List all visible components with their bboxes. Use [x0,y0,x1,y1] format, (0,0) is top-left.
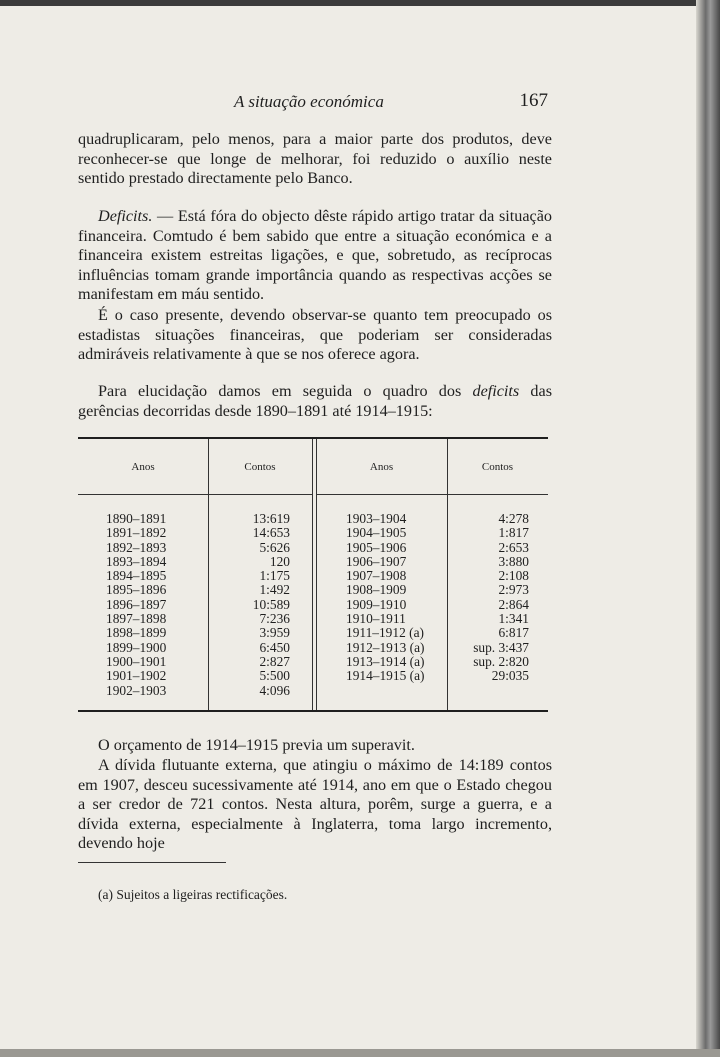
page-top-edge [0,0,720,6]
year-cell: 1911–1912 (a) [346,625,424,641]
value-cell: 5:500 [259,668,290,684]
paragraph-deficits [78,207,552,305]
deficits-heading: Deficits. [98,207,153,225]
year-cell: 1905–1906 [346,539,407,555]
deficits-table [78,437,548,713]
table-column-divider [312,439,313,710]
year-cell: 1896–1897 [106,596,167,612]
paragraph-1: quadruplicaram, pelo menos, para a maior parte dos produtos, deve reconhecer-se que longe de melhorar, foi reduzido o auxílio neste sentido prestado directamente pelo Banco. [78,130,552,188]
page-number: 167 [519,90,548,111]
value-cell: 14:653 [252,525,290,541]
value-cell: 4:278 [498,511,529,526]
left-values-column [208,512,290,698]
value-cell: 1:492 [259,582,290,598]
value-cell: 5:626 [259,539,290,555]
value-cell: 7:236 [259,611,290,627]
paragraph-5: O orçamento de 1914–1915 previa um superavit. [98,736,415,754]
year-cell: 1906–1907 [346,553,407,569]
value-cell: 2:864 [498,596,529,612]
year-cell: 1892–1893 [106,539,167,555]
running-title: A situação económica [234,92,384,111]
year-cell: 1909–1910 [346,596,407,612]
paragraph-4-end: das gerências decorridas desde 1890–1891 até 1914–1915: [78,382,552,420]
year-cell: 1897–1898 [106,611,167,627]
year-cell: 1914–1915 (a) [346,668,425,684]
paragraph-4-start: Para elucidação damos em seguida o quadro dos [98,382,473,400]
year-cell: 1903–1904 [346,511,407,526]
year-cell: 1908–1909 [346,582,407,598]
value-cell: 120 [269,553,290,569]
year-cell: 1890–1891 [106,511,167,526]
value-cell: 13:619 [252,511,290,526]
year-cell: 1895–1896 [106,582,167,598]
header-anos-right: Anos [369,461,394,473]
value-cell: 1:341 [498,611,529,627]
value-cell: 6:817 [498,625,529,641]
value-cell: 2:973 [498,582,529,598]
year-cell: 1907–1908 [346,568,407,584]
footnote: (a) Sujeitos a ligeiras rectificações. [98,887,288,902]
table-column-divider [316,439,317,710]
value-cell: sup. 2:820 [473,653,529,669]
value-cell: 4:096 [259,682,290,698]
value-cell: 1:817 [498,525,529,541]
deficits-text: — Está fóra do objecto dêste rápido artigo tratar da situação financeira. Comtudo é bem sabido que entre a situação económica e a financeira existem estreitas ligações, e que, sobretudo, as recíprocas influências tomam grande importância quando as respectivas acções se manifestam em máu sentido. [78,207,552,304]
paragraph-4-emphasis: deficits [472,382,520,400]
table-header-rule-left [78,494,312,495]
value-cell: 2:653 [498,539,529,555]
year-cell: 1898–1899 [106,625,167,641]
value-cell: 6:450 [259,639,290,655]
page-binding-edge [696,0,720,1057]
year-cell: 1899–1900 [106,639,167,655]
year-cell: 1894–1895 [106,568,167,584]
value-cell: 10:589 [252,596,290,612]
value-cell: 3:880 [498,553,529,569]
year-cell: 1902–1903 [106,682,167,698]
value-cell: 29:035 [491,668,529,684]
paragraph-4 [78,382,552,421]
table-bottom-rule [78,710,548,712]
right-years-column [346,512,446,684]
year-cell: 1901–1902 [106,668,167,684]
table-header-rule-right [316,494,548,495]
year-cell: 1904–1905 [346,525,407,541]
right-values-column [447,512,529,684]
year-cell: 1891–1892 [106,525,167,541]
running-head [78,90,548,116]
header-anos-left: Anos [131,461,155,473]
header-contos-left: Contos [244,461,276,473]
year-cell: 1912–1913 (a) [346,639,425,655]
paragraph-6: A dívida flutuante externa, que atingiu o máximo de 14:189 contos em 1907, desceu sucessivamente até 1914, ano em que o Estado chegou a ser credor de 721 contos. Nesta altura, porêm, surge a guerra, e a dívida externa, especialmente à Inglaterra, toma largo incremento, devendo hoje [78,756,552,853]
left-years-column [106,512,206,698]
year-cell: 1910–1911 [346,611,406,627]
header-contos-right: Contos [481,461,514,473]
value-cell: 2:108 [498,568,529,584]
table-top-rule [78,437,548,439]
year-cell: 1900–1901 [106,653,167,669]
year-cell: 1913–1914 (a) [346,653,425,669]
value-cell: sup. 3:437 [473,639,529,655]
value-cell: 2:827 [259,653,290,669]
year-cell: 1893–1894 [106,553,167,569]
value-cell: 1:175 [259,568,290,584]
footnote-rule [78,862,226,863]
paragraph-3: É o caso presente, devendo observar-se quanto tem preocupado os estadistas situações financeiras, que poderiam ser consideradas admiráveis relativamente à que se nos oferece agora. [78,306,552,364]
page-bottom-edge [0,1049,720,1057]
value-cell: 3:959 [259,625,290,641]
